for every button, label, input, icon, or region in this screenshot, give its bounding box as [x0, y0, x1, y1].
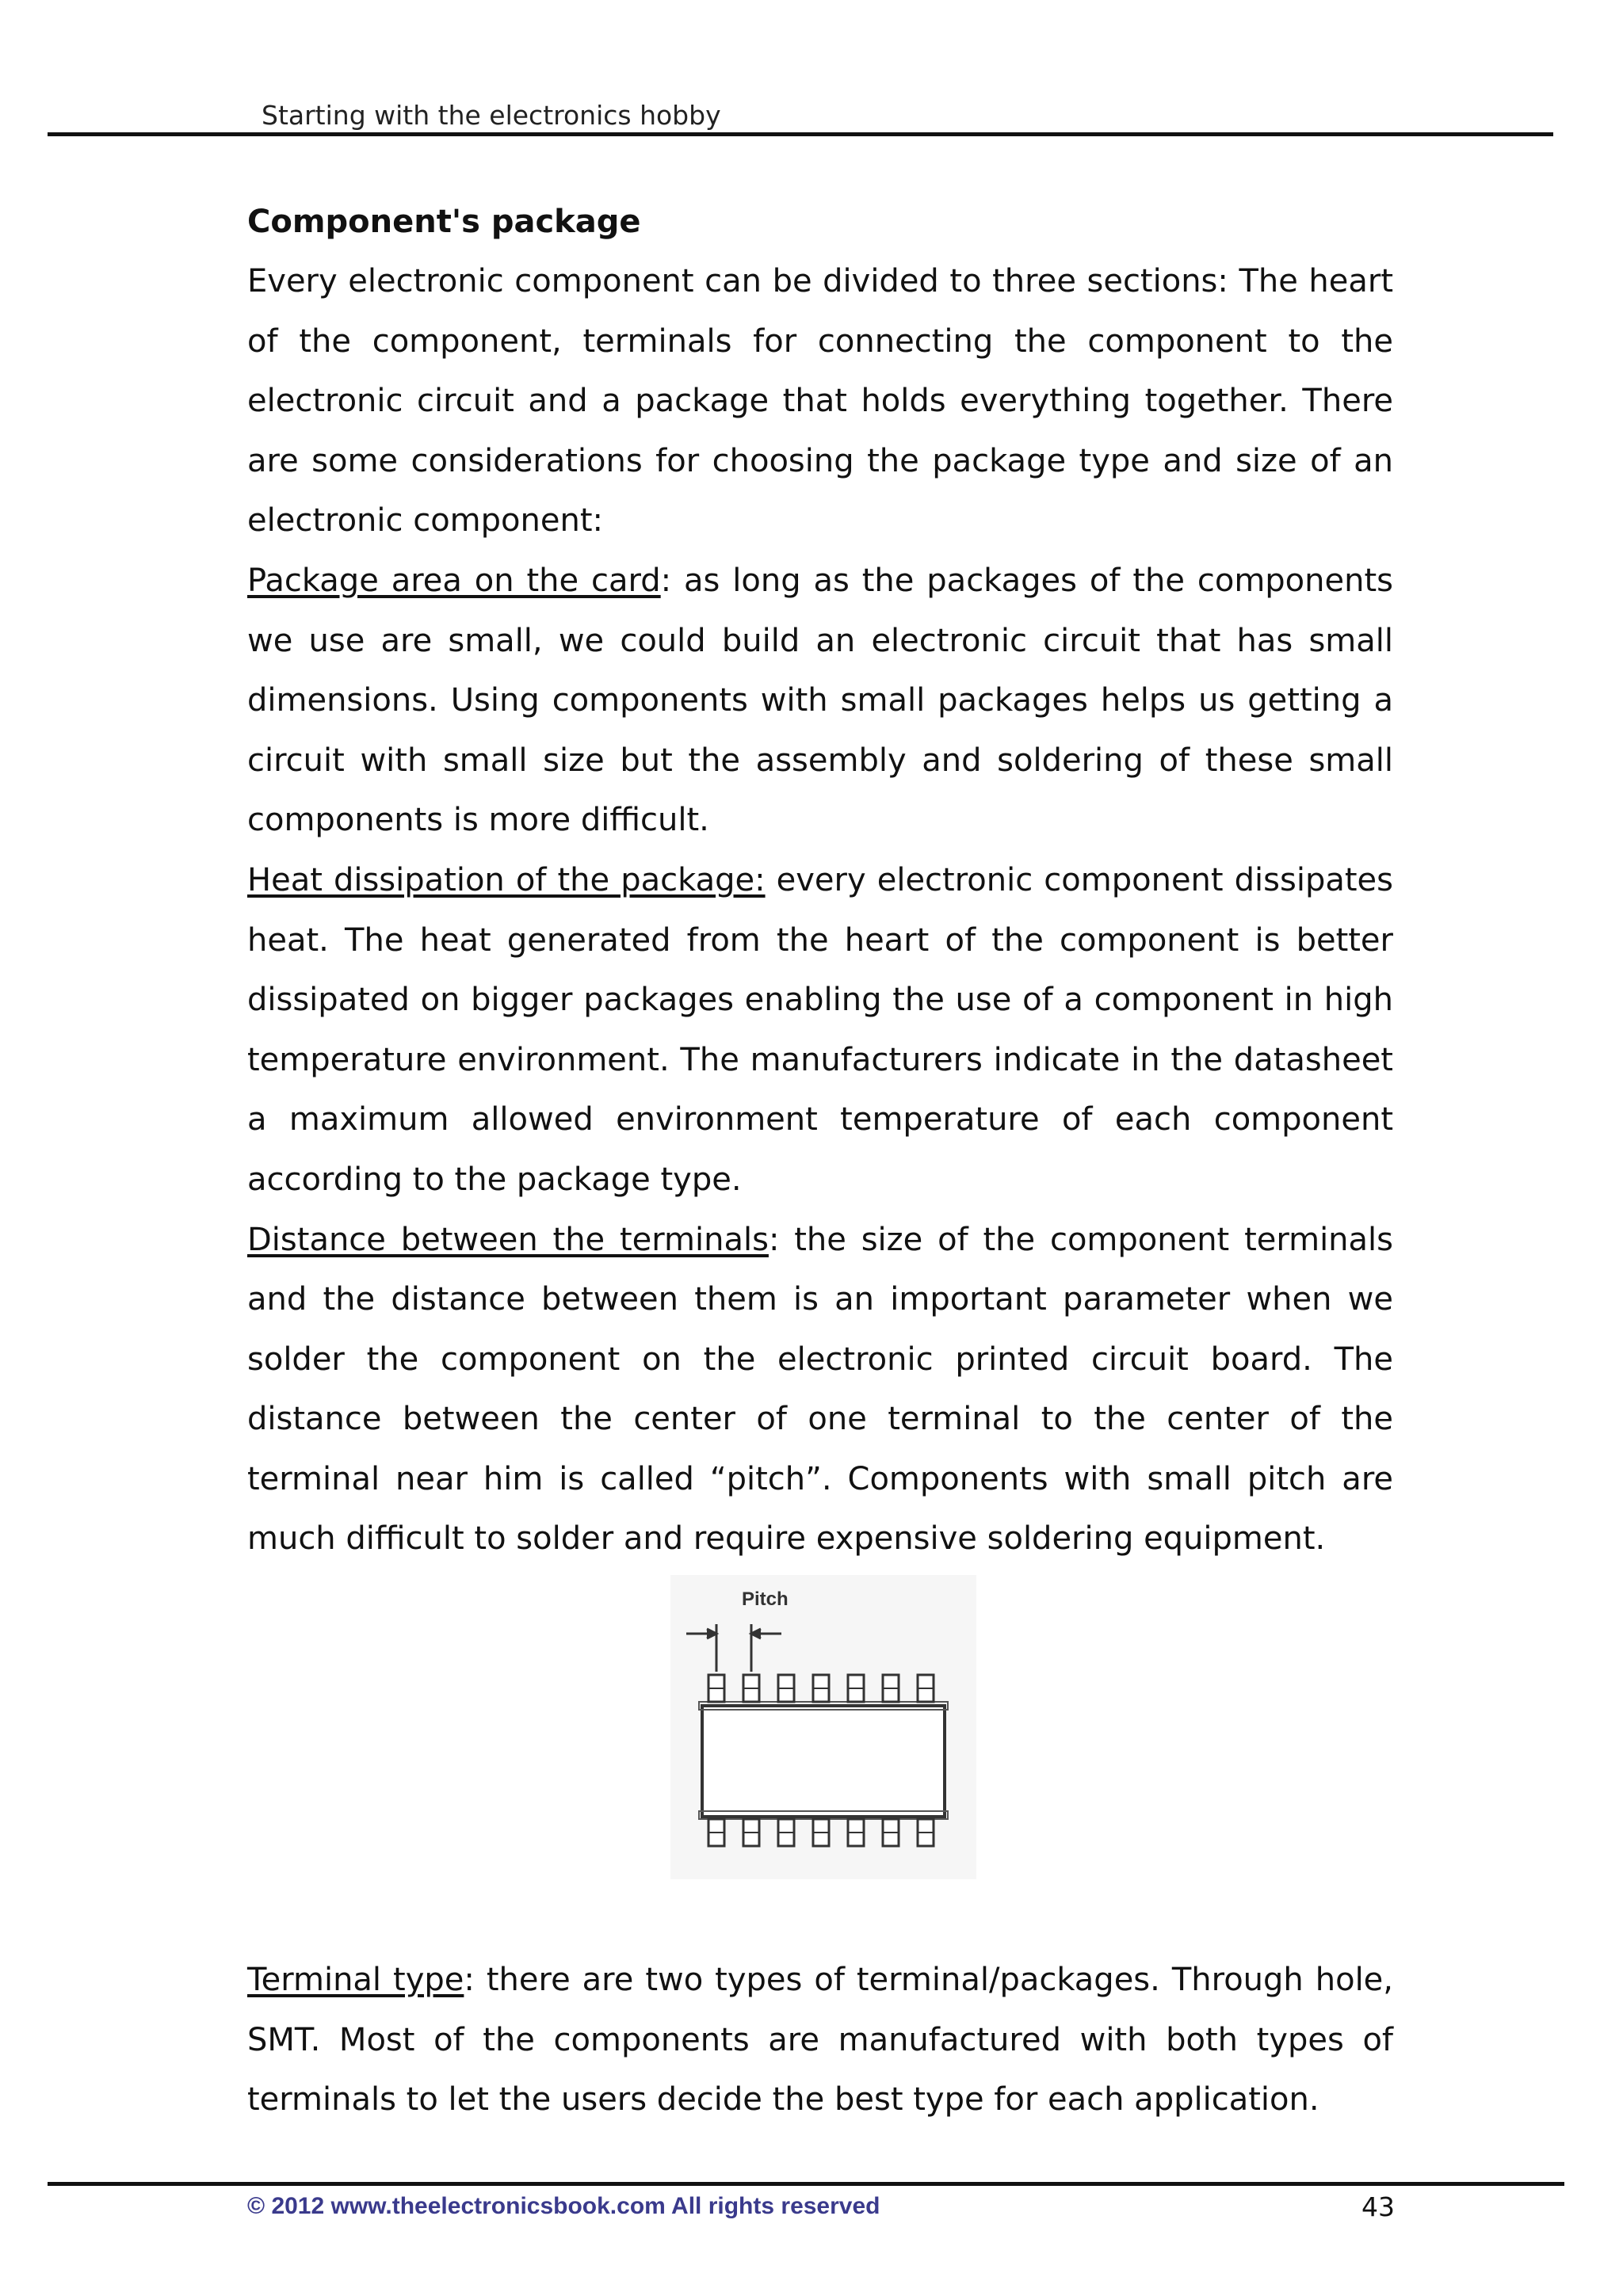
section-title: Component's package: [247, 204, 641, 240]
ic-package-body: [702, 1706, 945, 1817]
consideration-package-area: [247, 551, 1393, 851]
term-package-area: Package area on the card: [247, 562, 661, 599]
page-number: 43: [1361, 2191, 1395, 2222]
pins-bottom-row: [708, 1819, 934, 1846]
consideration-text: as long as the packages of the components we use are small, we could build an electronic circuit that has small dimensions. Using components with small packages helps us getting a circuit with small size but the assembly and soldering of these small components is more difficult.: [247, 562, 1393, 839]
consideration-text: the size of the component terminals and the distance between them is an important parameter when we solder the component on the electronic printed circuit board. The distance between the center of one terminal to the center of the terminal near him is called “pitch”. Components with small pitch are much difficult to solder and require expensive soldering equipment.: [247, 1221, 1393, 1558]
term-terminal-type: Terminal type: [247, 1962, 464, 1998]
term-separator: :: [464, 1962, 475, 1998]
footer-rule: [48, 2182, 1564, 2186]
footer-copyright: © 2012 www.theelectronicsbook.com All rights reserved: [247, 2193, 880, 2219]
term-heat-dissipation: Heat dissipation of the package:: [247, 861, 766, 898]
main-content: [247, 192, 1393, 1569]
term-separator: :: [660, 562, 672, 599]
pins-top-row: [708, 1675, 934, 1702]
consideration-text: there are two types of terminal/packages. Through hole, SMT. Most of the components are manufactured with both types of terminals to let the users decide the best type for each application.: [247, 1962, 1394, 2119]
term-terminal-distance: Distance between the terminals: [247, 1221, 769, 1258]
term-separator: :: [768, 1221, 780, 1258]
terminal-type-section: [247, 1951, 1393, 2130]
consideration-text: every electronic component dissipates heat. The heat generated from the heart of the component is better dissipated on bigger packages enabling the use of a component in high temperature environment. The manufacturers indicate in the datasheet a maximum allowed environment temperature of each component according to the package type.: [247, 861, 1393, 1198]
pitch-diagram-svg: [670, 1575, 976, 1879]
consideration-terminal-type: [247, 1951, 1393, 2130]
consideration-terminal-distance: [247, 1211, 1393, 1570]
intro-paragraph: Every electronic component can be divided to three sections: The heart of the component, terminals for connecting the component to the electronic circuit and a package that holds everything together. There are some considerations for choosing the package type and size of an electronic component:: [247, 263, 1393, 540]
pitch-label: Pitch: [742, 1589, 789, 1610]
consideration-heat-dissipation: [247, 851, 1393, 1211]
running-header: Starting with the electronics hobby: [262, 100, 721, 131]
header-rule: [48, 132, 1553, 136]
pitch-diagram: [670, 1575, 976, 1879]
